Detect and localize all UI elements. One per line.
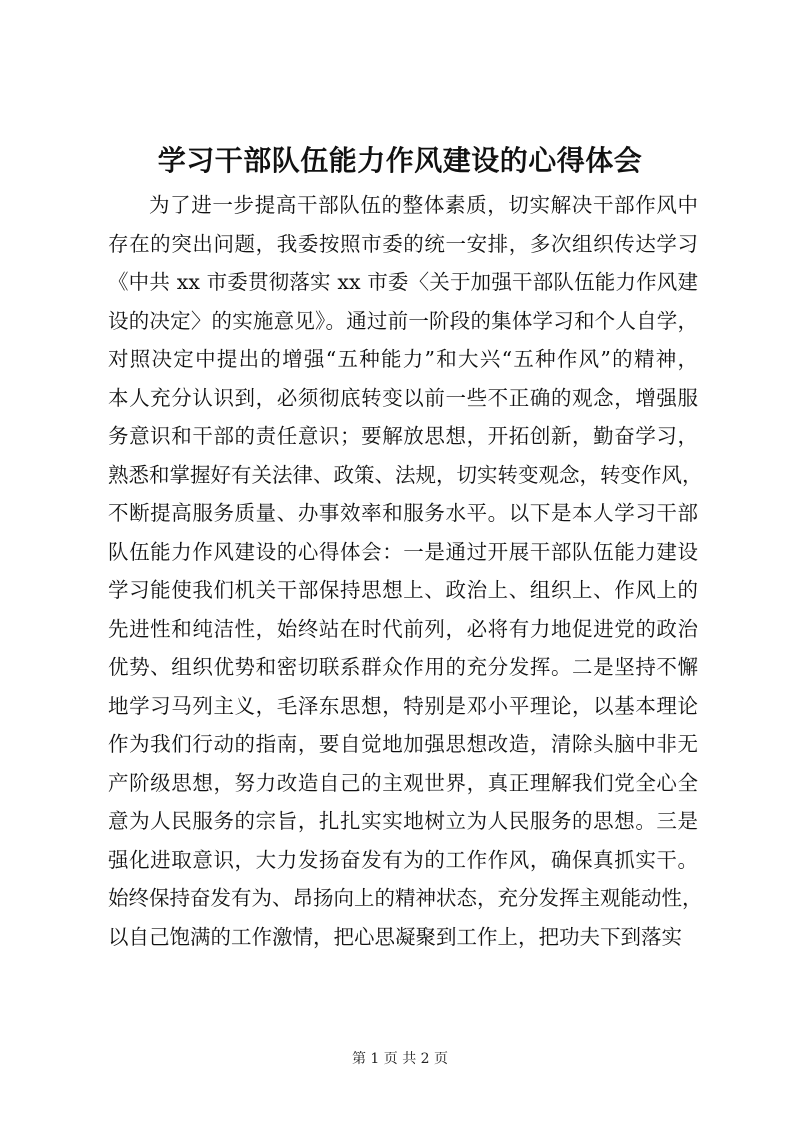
body-line: 先进性和纯洁性，始终站在时代前列，必将有力地促进党的政治 xyxy=(108,616,698,641)
body-line: 始终保持奋发有为、昂扬向上的精神状态，充分发挥主观能动性， xyxy=(108,886,703,910)
document-title: 学习干部队伍能力作风建设的心得体会 xyxy=(157,144,643,177)
body-line: 强化进取意识，大力发扬奋发有为的工作作风，确保真抓实干。 xyxy=(108,847,698,872)
body-line: 学习能使我们机关干部保持思想上、政治上、组织上、作风上的 xyxy=(108,578,698,602)
body-line: 存在的突出问题，我委按照市委的统一安排，多次组织传达学习 xyxy=(108,231,698,256)
body-line: 务意识和干部的责任意识；要解放思想，开拓创新，勤奋学习， xyxy=(108,424,698,448)
body-line: 意为人民服务的宗旨，扎扎实实地树立为人民服务的思想。三是 xyxy=(108,809,698,833)
body-line: 地学习马列主义，毛泽东思想，特别是邓小平理论，以基本理论 xyxy=(108,693,698,718)
body-line: 队伍能力作风建设的心得体会：一是通过开展干部队伍能力建设 xyxy=(108,539,698,564)
body-line: 优势、组织优势和密切联系群众作用的充分发挥。二是坚持不懈 xyxy=(108,655,698,679)
body-line: 《中共 xx 市委贯彻落实 xx 市委〈关于加强干部队伍能力作风建 xyxy=(108,270,698,294)
body-line: 以自己饱满的工作激情，把心思凝聚到工作上，把功夫下到落实 xyxy=(108,924,682,949)
body-line: 本人充分认识到，必须彻底转变以前一些不正确的观念，增强服 xyxy=(108,385,698,410)
body-line: 为了进一步提高干部队伍的整体素质，切实解决干部作风中 xyxy=(149,193,698,217)
document-body xyxy=(108,186,703,956)
body-line: 产阶级思想，努力改造自己的主观世界，真正理解我们党全心全 xyxy=(108,770,698,795)
body-line: 不断提高服务质量、办事效率和服务水平。以下是本人学习干部 xyxy=(108,501,698,525)
body-line: 熟悉和掌握好有关法律、政策、法规，切实转变观念，转变作风， xyxy=(108,462,703,487)
body-line: 作为我们行动的指南，要自觉地加强思想改造，清除头脑中非无 xyxy=(108,732,698,756)
body-line: 设的决定〉的实施意见》。通过前一阶段的集体学习和个人自学， xyxy=(108,308,698,333)
page-indicator: 第 1 页 共 2 页 xyxy=(351,1051,449,1067)
body-line: 对照决定中提出的增强“五种能力”和大兴“五种作风”的精神， xyxy=(108,347,698,371)
